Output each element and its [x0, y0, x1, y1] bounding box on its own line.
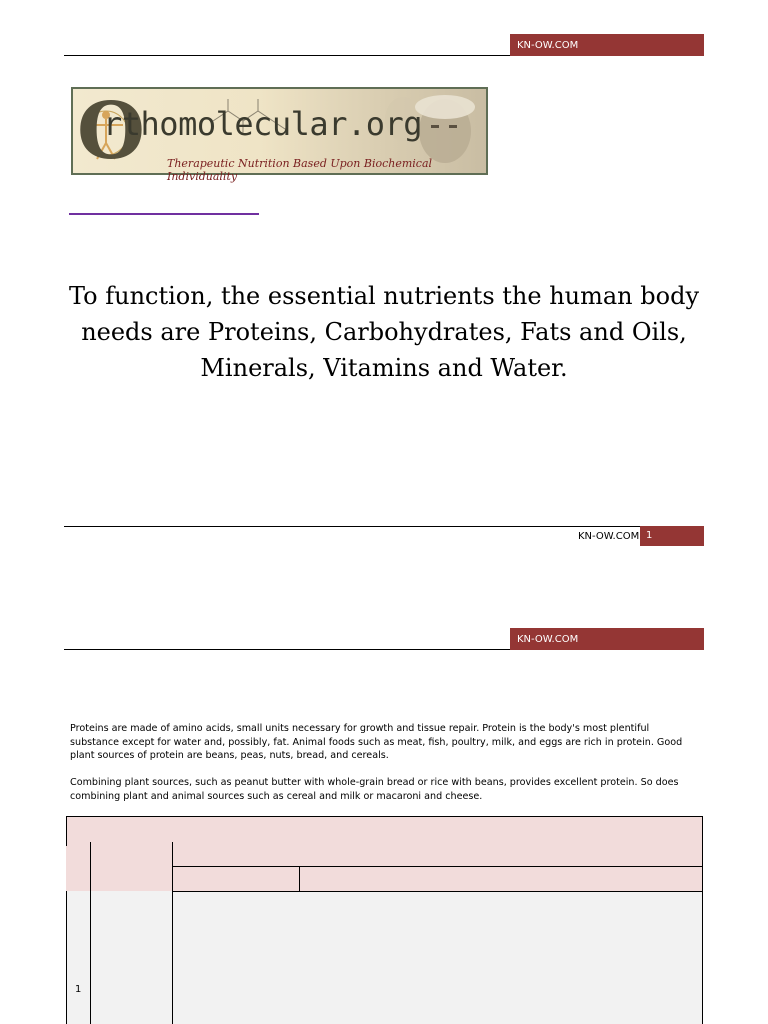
protein-paragraph: Proteins are made of amino acids, small units necessary for growth and tissue repair. Protein is the body's most plentiful substance except for water and, possibly, fat. Animal foods such as meat, fish, poultry, milk, and eggs are rich in protein. Good plant sources of protein are beans, peas, nuts, bread, and cereals. — [70, 723, 683, 761]
page1-header-site-badge: KN-OW.COM — [510, 34, 704, 56]
table-col-divider-2 — [172, 842, 173, 1024]
table-border-top — [66, 816, 703, 817]
table-header-row — [66, 816, 703, 891]
nutrient-table — [66, 816, 703, 1024]
page-number-badge: 1 — [640, 526, 704, 546]
page1-footer-rule — [64, 526, 704, 527]
page1-header-rule — [64, 55, 510, 56]
table-col-divider-1 — [90, 842, 91, 1024]
table-border-left — [66, 816, 67, 846]
table-col-divider-3 — [299, 866, 300, 892]
table-border-left-lower — [66, 891, 67, 1024]
combining-paragraph: Combining plant sources, such as peanut butter with whole-grain bread or rice with beans, provides excellent protein. So does combining plant and animal sources such as cereal and milk or macaroni and cheese. — [70, 777, 679, 802]
table-subheader-rule — [172, 866, 703, 867]
page1-footer-site: KN-OW.COM — [578, 531, 640, 542]
logo-title: rthomolecular.org — [103, 105, 423, 143]
orthomolecular-logo — [71, 86, 488, 183]
page2-header-rule — [64, 649, 510, 650]
logo-initial: O — [77, 86, 145, 177]
table-border-right — [702, 816, 703, 1024]
table-subheader-rule-bottom — [172, 891, 703, 892]
table-row-number: 1 — [75, 984, 82, 995]
logo-tagline: Therapeutic Nutrition Based Upon Biochemical Individuality — [167, 157, 433, 183]
section-rule — [69, 213, 259, 215]
table-body-row — [66, 891, 703, 1024]
page2-header-site-badge: KN-OW.COM — [510, 628, 704, 650]
page-headline: To function, the essential nutrients the human body needs are Proteins, Carbohydrates, Fats and Oils, Minerals, Vitamins and Water. — [69, 282, 699, 382]
